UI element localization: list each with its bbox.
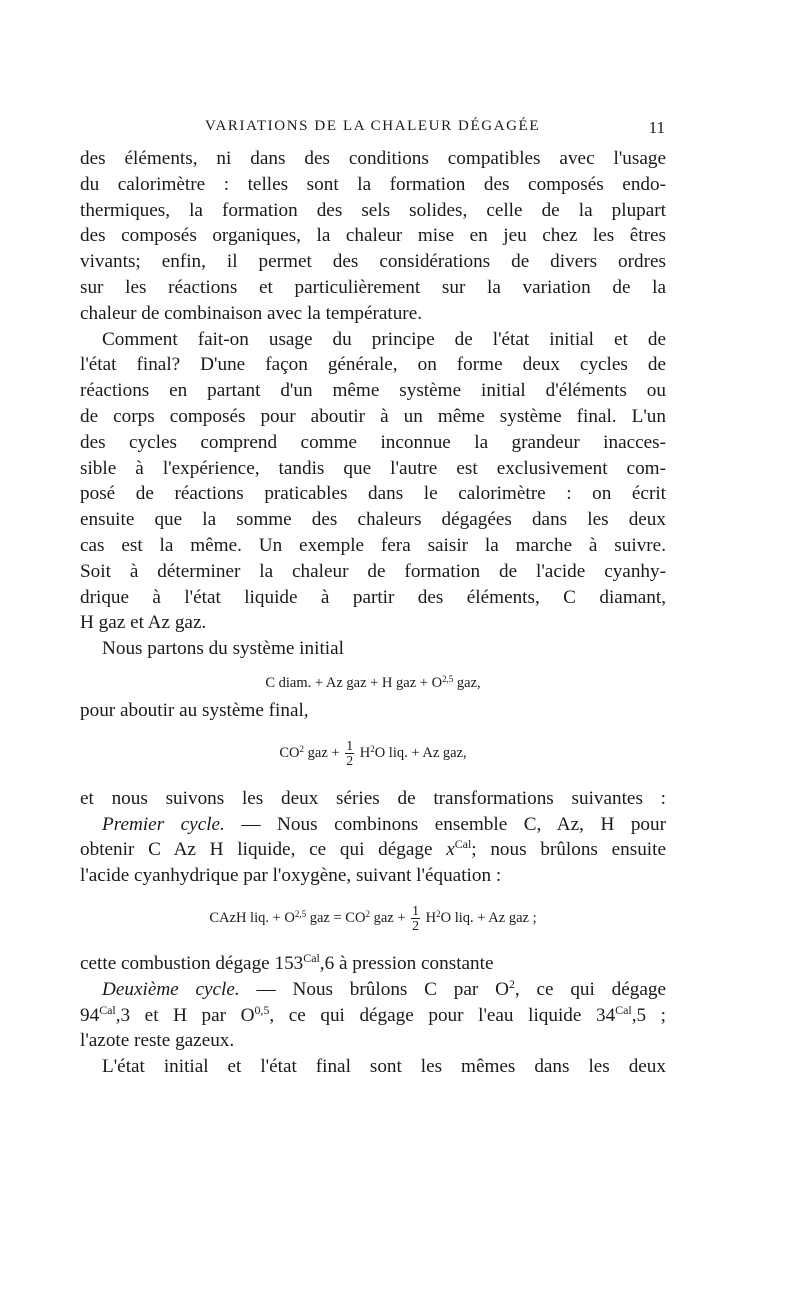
text-line: des composés organiques, la chaleur mise en jeu chez les êtres	[80, 225, 666, 247]
text-line: réactions en partant d'un même système initial d'éléments ou	[80, 380, 666, 402]
paragraph-second-cycle	[80, 977, 666, 1054]
text-line: l'état final? D'une façon générale, on forme deux cycles de	[80, 354, 666, 376]
equation-final-system: $CO^2$ gaz + $\frac{1}{2}$ $H^2O$ liq. + Az gaz,	[279, 738, 467, 768]
text-line: chaleur de combinaison avec la température.	[80, 302, 423, 324]
body-text	[80, 146, 666, 1080]
text-line: des cycles comprend comme inconnue la grandeur inacces-	[80, 431, 666, 453]
page-number: 11	[648, 118, 665, 137]
paragraph-1	[80, 146, 666, 327]
text-line: du calorimètre : telles sont la formation des composés endo-	[80, 173, 666, 195]
text-line: Comment fait-on usage du principe de l'état initial et de	[102, 328, 666, 350]
text-line: pour aboutir au système final,	[80, 699, 309, 721]
running-head: VARIATIONS DE LA CHALEUR DÉGAGÉE	[205, 118, 541, 134]
text-line: ensuite que la somme des chaleurs dégagées dans les deux	[80, 509, 666, 531]
text-line: $94^{Cal},3$ et H par O$^{0,5}$, ce qui dégage pour l'eau liquide $34^{Cal},5$ ;	[80, 1002, 666, 1026]
text-line: drique à l'état liquide à partir des éléments, C diamant,	[80, 586, 666, 608]
fraction: $\frac{1}{2}$	[412, 903, 420, 934]
text-line: H gaz et Az gaz.	[80, 612, 207, 634]
text-line: cette combustion dégage $153^{Cal},6$ à pression constante	[80, 951, 494, 974]
text-line: sible à l'expérience, tandis que l'autre est exclusivement com-	[80, 457, 666, 479]
paragraph-2	[80, 327, 666, 637]
paragraph-3	[80, 636, 666, 811]
second-cycle-title: Deuxième cycle.	[102, 978, 240, 1000]
paragraph-first-cycle	[80, 812, 666, 977]
text-line: L'état initial et l'état final sont les mêmes dans les deux	[102, 1056, 666, 1078]
text-line: Deuxième cycle. — Nous brûlons C par $O^2$, ce qui dégage	[102, 976, 666, 1000]
text-line: sur les réactions et particulièrement sur la variation de la	[80, 276, 666, 298]
text-line: obtenir C Az H liquide, ce qui dégage $x^{Cal}$; nous brûlons ensuite	[80, 837, 666, 861]
equation-combustion: CAzH liq. + O$^{2,5}$ gaz = $CO^2$ gaz + $\frac{1}{2}$ $H^2O$ liq. + Az gaz ;	[209, 903, 537, 934]
text-line: thermiques, la formation des sels solides, celle de la plupart	[80, 199, 666, 221]
text-line: vivants; enfin, il permet des considérations de divers ordres	[80, 251, 666, 273]
text-line: Premier cycle. — Nous combinons ensemble C, Az, H pour	[102, 813, 666, 835]
equation-initial-system: C diam. + Az gaz + H gaz + O$^{2,5}$ gaz,	[265, 673, 481, 691]
text-line: Nous partons du système initial	[102, 638, 344, 660]
paragraph-final	[80, 1054, 666, 1080]
text-line: des éléments, ni dans des conditions compatibles avec l'usage	[80, 148, 666, 169]
text-line: posé de réactions praticables dans le calorimètre : on écrit	[80, 483, 666, 505]
text-line: et nous suivons les deux séries de transformations suivantes :	[80, 787, 666, 809]
text-line: Soit à déterminer la chaleur de formation de l'acide cyanhy-	[80, 560, 666, 582]
fraction: $\frac{1}{2}$	[346, 738, 354, 768]
first-cycle-title: Premier cycle.	[102, 813, 225, 835]
text-line: cas est la même. Un exemple fera saisir la marche à suivre.	[80, 534, 666, 556]
text-line: l'acide cyanhydrique par l'oxygène, suivant l'équation :	[80, 865, 502, 887]
text-line: l'azote reste gazeux.	[80, 1030, 235, 1052]
text-line: de corps composés pour aboutir à un même système final. L'un	[80, 405, 666, 427]
page-header	[80, 118, 665, 142]
